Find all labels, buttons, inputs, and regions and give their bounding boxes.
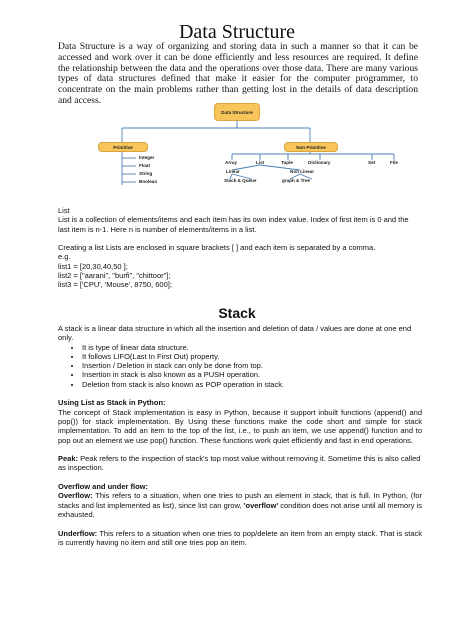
leaf-string: String xyxy=(139,171,153,176)
list-item: • Deletion from stack is also known as POP operation in stack. xyxy=(82,380,422,389)
leaf-dictionary: Dictionary xyxy=(308,160,331,165)
leaf-file: File xyxy=(390,160,398,165)
leaf-array: Array xyxy=(225,160,238,165)
underflow-label: Underflow: xyxy=(58,528,98,538)
leaf-integer: Integer xyxy=(139,155,155,160)
list-eg: e.g. xyxy=(58,252,71,262)
overflow-word: 'overflow' xyxy=(243,500,279,510)
stack-properties-list xyxy=(58,343,422,389)
underflow-text: This refers to a situation when one tries to pop/delete an item from an empty stack. That is stack is currently having no item and still one tries pop an item. xyxy=(58,528,422,547)
using-list-heading: Using List as Stack in Python: xyxy=(58,398,166,408)
list-item: • Insertion / Deletion in stack can only be done from top. xyxy=(82,361,422,370)
peak-paragraph xyxy=(58,454,422,473)
overflow-label: Overflow: xyxy=(58,491,93,501)
leaf-set: Set xyxy=(368,160,376,165)
leaf-boolean: Boolean xyxy=(139,179,158,184)
overflow-underflow-heading: Overflow and under flow: xyxy=(58,482,149,492)
overflow-text-b: condition does not arise until all memory is exhausted. xyxy=(58,500,423,519)
stack-heading: Stack xyxy=(218,305,256,321)
list-example-2: list2 = ["aarani", "burfi", "chittoor"]; xyxy=(58,271,171,281)
list-item: • Insertion in stack is also known as a PUSH operation. xyxy=(82,370,422,379)
data-structure-diagram xyxy=(0,100,474,192)
list-paragraph-2: Creating a list Lists are enclosed in square brackets [ ] and each item is separated by a comma. xyxy=(58,243,376,253)
peak-text: Peak refers to the inspection of stack's top most value without removing it. Sometime this is also called as inspection. xyxy=(58,454,421,473)
list-paragraph-1: List is a collection of elements/items and each item has its own index value. Index of first item is 0 and the last item is n-1. Here n is number of elements/items in a list. xyxy=(58,215,409,234)
page-title: Data Structure xyxy=(178,21,296,43)
peak-label: Peak: xyxy=(58,454,79,464)
overflow-paragraph xyxy=(58,491,422,519)
intro-paragraph: Data Structure is a way of organizing and storing data in such a manner so that it can be accessed and work over it can be done efficiently and less resources are required. It define the relationship between the data and the operations over those data. There are many various types of data structures defined that make it easier for the computer programmer, to concentrate on the main problems rather than getting lost in the details of data description and access. xyxy=(58,41,418,106)
leaf-graph-tree: graph & Tree xyxy=(282,178,311,183)
primitive-node: Primitive xyxy=(98,142,148,152)
list-section xyxy=(58,206,422,290)
leaf-non-linear: Non Linear xyxy=(290,169,314,174)
non-primitive-node: Non Primitive xyxy=(284,142,338,152)
leaf-list: List xyxy=(256,160,265,165)
leaf-tuple: Tuple xyxy=(281,160,293,165)
leaf-linear: Linear xyxy=(226,169,240,174)
overflow-text-a: This refers to a situation, when one tries to push an element in stack, that is full. In Python, (for stacks and list implemented as list), since list can grow, xyxy=(58,491,422,510)
list-item: • It is type of linear data structure. xyxy=(82,343,422,352)
leaf-float: Float xyxy=(139,163,150,168)
list-heading: List xyxy=(58,206,70,215)
list-example-1: list1 = [20,30,40,50 ]; xyxy=(58,261,128,271)
stack-section xyxy=(58,324,422,547)
leaf-stack-queue: Stack & Queue xyxy=(224,178,257,183)
underflow-paragraph xyxy=(58,529,422,548)
list-example-3: list3 = ['CPU', 'Mouse', 8750, 600]; xyxy=(58,280,172,290)
stack-intro: A stack is a linear data structure in which all the insertion and deletion of data / values are done at one end only. xyxy=(58,324,412,343)
list-item: • It follows LIFO(Last In First Out) property. xyxy=(82,352,422,361)
using-list-paragraph: The concept of Stack implementation is easy in Python, because it support inbuilt functions (append() and pop()) for stack implementation. By Using these functions make the code short and simple for stack implementation. To add an item to the top of the list, i.e., to push an item, we use append() function and to pop out an element we use pop() function. These functions work quiet efficiently and fast in end operations. xyxy=(58,407,422,445)
root-node: Data Structure xyxy=(214,103,260,121)
